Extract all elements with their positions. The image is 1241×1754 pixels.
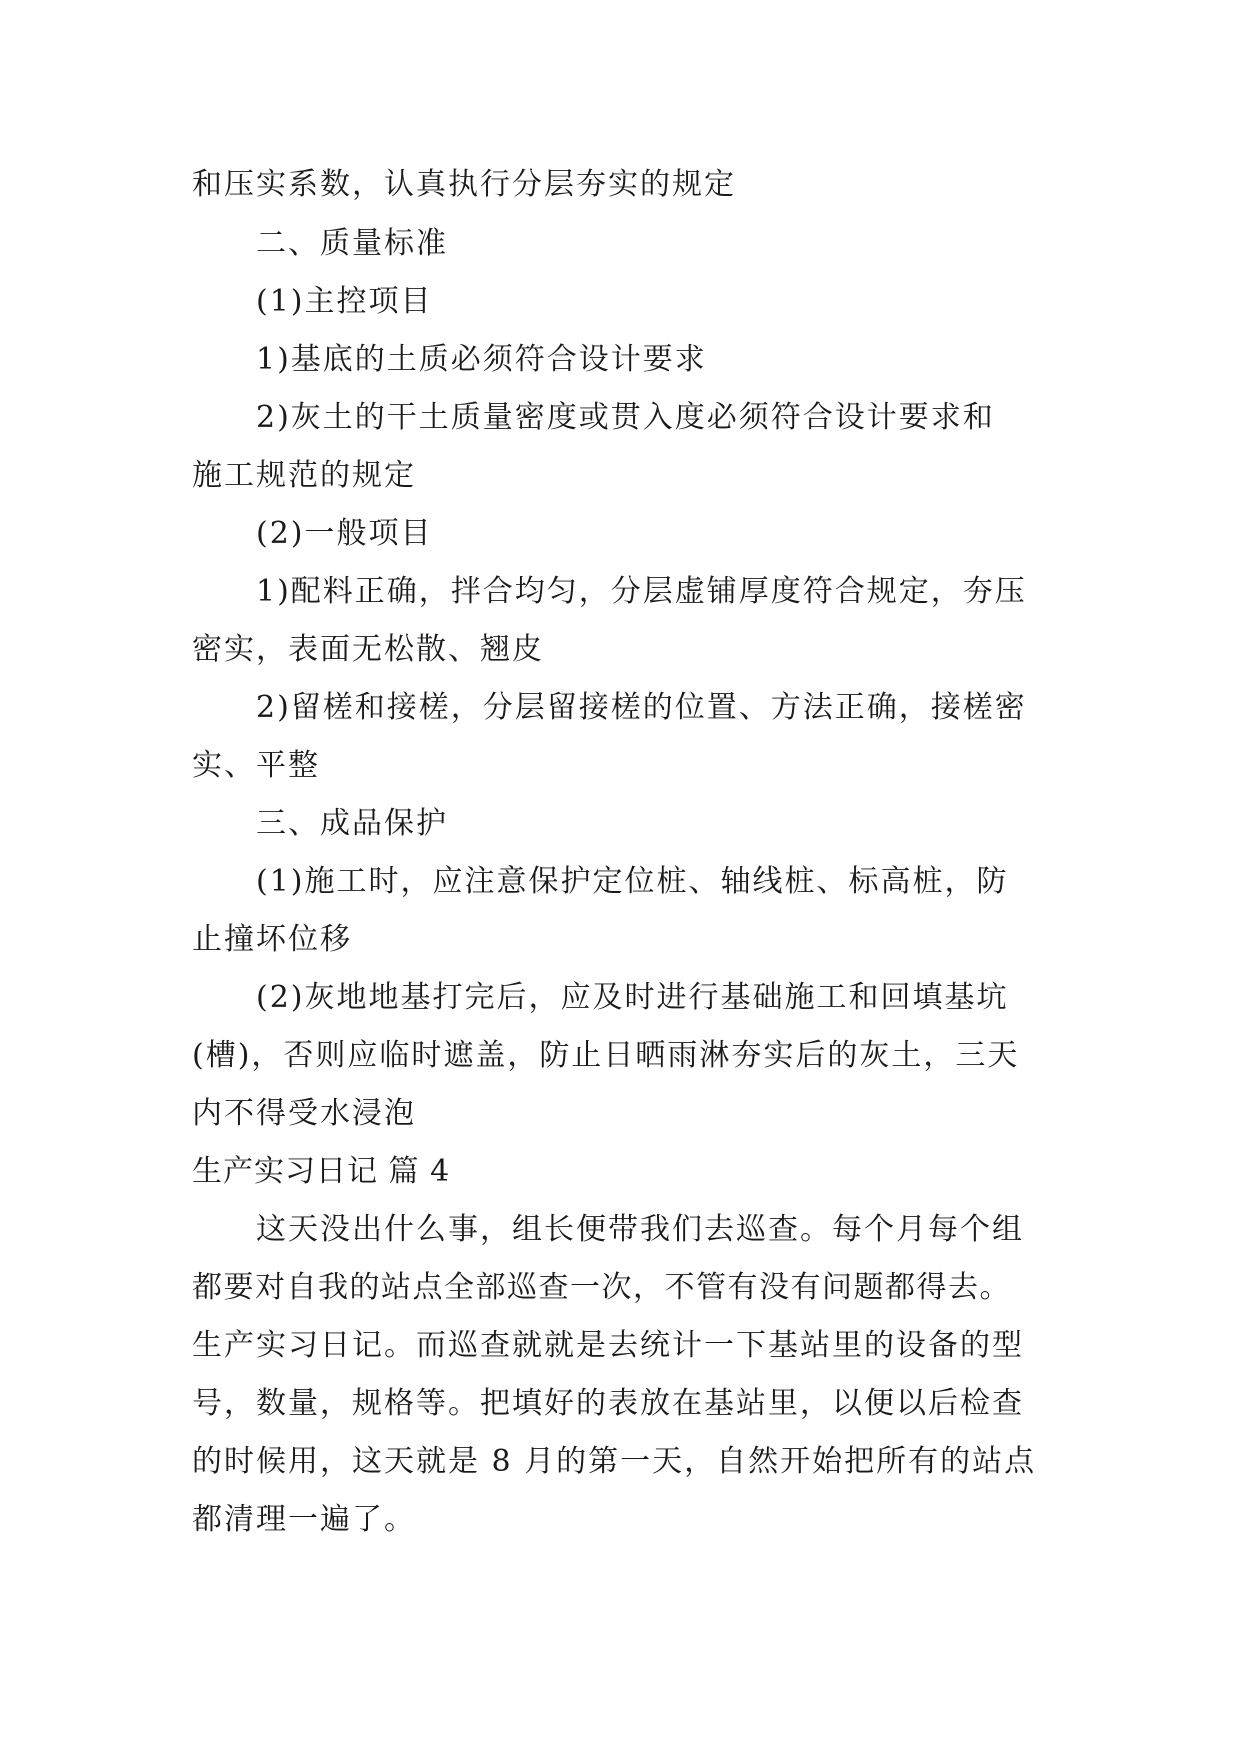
paragraph-line: 的时候用，这天就是 8 月的第一天，自然开始把所有的站点 <box>192 1444 1037 1479</box>
paragraph-line: 都要对自我的站点全部巡查一次，不管有没有问题都得去。 <box>192 1270 1011 1305</box>
paragraph-line: 止撞坏位移 <box>192 922 352 957</box>
paragraph-line: 这天没出什么事，组长便带我们去巡查。每个月每个组 <box>256 1212 1024 1247</box>
article-title: 生产实习日记 篇 4 <box>192 1154 451 1189</box>
paragraph-line: 内不得受水浸泡 <box>192 1096 416 1131</box>
paragraph-line: 和压实系数，认真执行分层夯实的规定 <box>192 167 736 202</box>
paragraph-line: 实、平整 <box>192 748 320 783</box>
list-item: (1)施工时，应注意保护定位桩、轴线桩、标高桩，防 <box>256 864 1009 899</box>
subsection-heading: (1)主控项目 <box>256 284 433 319</box>
paragraph-line: 号，数量，规格等。把填好的表放在基站里，以便以后检查 <box>192 1386 1024 1421</box>
paragraph-line: (槽)，否则应临时遮盖，防止日晒雨淋夯实后的灰土，三天 <box>192 1038 1020 1073</box>
subsection-heading: (2)一般项目 <box>256 516 433 551</box>
list-item: 2)灰土的干土质量密度或贯入度必须符合设计要求和 <box>256 400 995 435</box>
list-item: (2)灰地地基打完后，应及时进行基础施工和回填基坑 <box>256 980 1009 1015</box>
paragraph-line: 都清理一遍了。 <box>192 1502 416 1537</box>
list-item: 1)基底的土质必须符合设计要求 <box>256 342 707 377</box>
section-heading: 二、质量标准 <box>256 226 448 261</box>
list-item: 2)留槎和接槎，分层留接槎的位置、方法正确，接槎密 <box>256 690 1027 725</box>
section-heading: 三、成品保护 <box>256 806 448 841</box>
paragraph-line: 密实，表面无松散、翘皮 <box>192 632 544 667</box>
list-item: 1)配料正确，拌合均匀，分层虚铺厚度符合规定，夯压 <box>256 574 1027 609</box>
paragraph-line: 施工规范的规定 <box>192 458 416 493</box>
paragraph-line: 生产实习日记。而巡查就就是去统计一下基站里的设备的型 <box>192 1328 1024 1363</box>
